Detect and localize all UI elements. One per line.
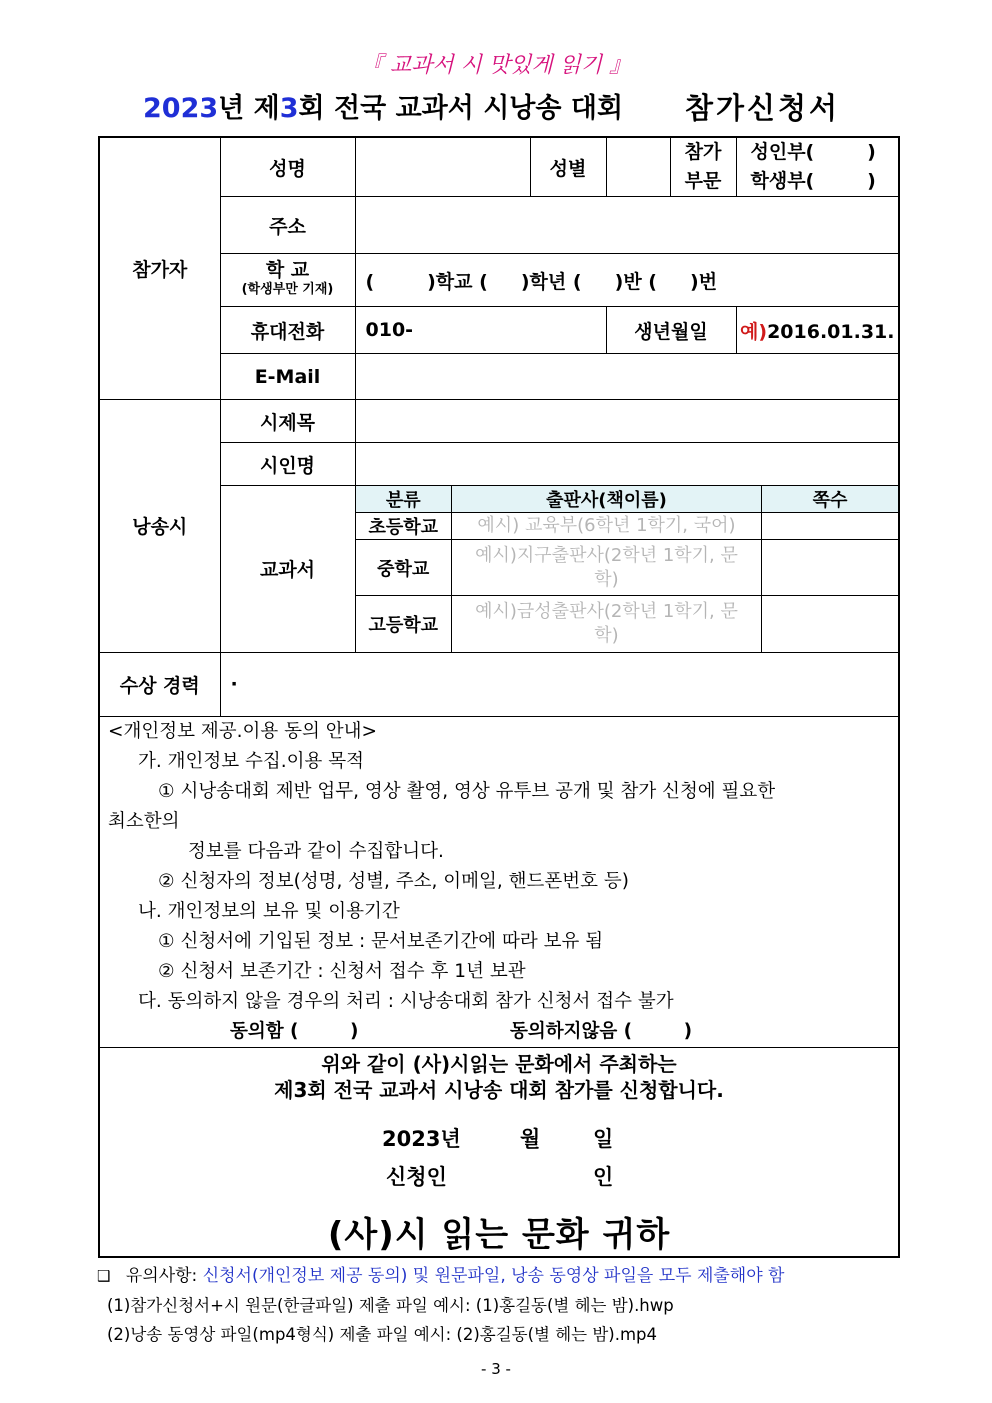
privacy-item-a: 가. 개인정보 수집.이용 목적 xyxy=(138,750,364,772)
title-year: 2023 xyxy=(143,93,219,124)
textbook-pages-field[interactable] xyxy=(762,513,899,540)
division-label xyxy=(670,137,736,197)
textbook-pages-field[interactable] xyxy=(762,596,899,652)
closing-line2: 제3회 전국 교과서 시낭송 대회 참가를 신청합니다. xyxy=(274,1077,724,1102)
phone-label: 휴대전화 xyxy=(220,307,355,354)
notes-section xyxy=(97,1262,785,1349)
disagree-checkbox[interactable]: 동의하지않음 ( ) xyxy=(510,1020,693,1042)
agree-checkbox[interactable]: 동의함 ( ) xyxy=(230,1020,359,1042)
title-part2: 회 전국 교과서 시낭송 대회 xyxy=(298,93,624,124)
address-label: 주소 xyxy=(220,197,355,254)
birth-label: 생년월일 xyxy=(606,307,736,354)
subtitle: 『 교과서 시 맛있게 읽기 』 xyxy=(360,53,632,78)
textbook-category: 초등학교 xyxy=(356,513,452,540)
award-field[interactable]: · xyxy=(220,652,899,716)
textbook-header-category: 분류 xyxy=(356,486,452,513)
school-sub-label: (학생부만 기재) xyxy=(241,282,334,297)
privacy-item-a1: ① 시낭송대회 제반 업무, 영상 촬영, 영상 유투브 공개 및 참가 신청에 필요한 xyxy=(158,780,776,802)
date-year: 2023년 xyxy=(382,1126,461,1151)
title-apply: 참가신청서 xyxy=(685,91,841,125)
closing-line1: 위와 같이 (사)시읽는 문화에서 주최하는 xyxy=(321,1051,677,1076)
date-day: 일 xyxy=(593,1126,614,1151)
privacy-item-b2: ② 신청서 보존기간 : 신청서 접수 후 1년 보관 xyxy=(158,960,526,982)
applicant-label: 신청인 xyxy=(386,1164,447,1189)
division-options[interactable] xyxy=(736,137,899,197)
textbook-label: 교과서 xyxy=(220,486,355,653)
textbook-header-publisher: 출판사(책이름) xyxy=(452,486,762,513)
notes-line1: (1)참가신청서+시 원문(한글파일) 제출 파일 예시: (1)홍길동(별 헤는 밤).hwp xyxy=(107,1296,674,1315)
title-number: 3 xyxy=(279,93,299,124)
notes-text: 신청서(개인정보 제공 동의) 및 원문파일, 낭송 동영상 파일을 모두 제출해야 함 xyxy=(202,1266,785,1286)
school-label-cell xyxy=(220,254,355,307)
name-label: 성명 xyxy=(220,137,355,197)
privacy-item-a2: ② 신청자의 정보(성명, 성별, 주소, 이메일, 핸드폰번호 등) xyxy=(158,870,629,892)
notes-bullet-icon: ❑ xyxy=(97,1267,111,1285)
division-label-1: 참가 xyxy=(684,141,722,163)
school-field[interactable]: ( )학교 ( )학년 ( )반 ( )번 xyxy=(355,254,899,307)
gender-label: 성별 xyxy=(530,137,606,197)
privacy-notice xyxy=(99,716,899,1047)
textbook-category: 고등학교 xyxy=(356,596,452,652)
date-month: 월 xyxy=(520,1126,541,1151)
privacy-item-a1-cont: 최소한의 xyxy=(108,810,180,832)
page-number: - 3 - xyxy=(481,1360,511,1378)
birth-field[interactable] xyxy=(736,307,899,354)
privacy-item-c: 다. 동의하지 않을 경우의 처리 : 시낭송대회 참가 신청서 접수 불가 xyxy=(138,990,674,1012)
email-label: E-Mail xyxy=(220,354,355,400)
closing-section xyxy=(99,1047,899,1257)
division-student[interactable]: 학생부( ) xyxy=(750,170,876,192)
division-label-2: 부문 xyxy=(684,170,722,192)
school-label: 학 교 xyxy=(265,259,310,281)
notes-label: 유의사항: xyxy=(125,1266,198,1286)
birth-example: 2016.01.31. xyxy=(767,320,895,343)
poem-title-field[interactable] xyxy=(355,400,899,443)
poem-title-label: 시제목 xyxy=(220,400,355,443)
textbook-table xyxy=(356,486,899,652)
title-part1: 년 제 xyxy=(218,93,280,124)
textbook-publisher-field[interactable]: 예시)지구출판사(2학년 1학기, 문학) xyxy=(452,540,762,596)
address-field[interactable] xyxy=(355,197,899,254)
textbook-category: 중학교 xyxy=(356,540,452,596)
recite-label: 낭송시 xyxy=(99,400,220,653)
phone-field[interactable]: 010- xyxy=(355,307,606,354)
textbook-header-pages: 쪽수 xyxy=(762,486,899,513)
addressee: (사)시 읽는 문화 귀하 xyxy=(327,1214,671,1255)
email-field[interactable] xyxy=(355,354,899,400)
application-form xyxy=(98,136,900,1258)
page-title xyxy=(143,86,841,125)
privacy-item-a1-cont2: 정보를 다음과 같이 수집합니다. xyxy=(188,840,444,862)
poet-label: 시인명 xyxy=(220,443,355,486)
privacy-heading: <개인정보 제공.이용 동의 안내> xyxy=(108,720,377,742)
privacy-item-b: 나. 개인정보의 보유 및 이용기간 xyxy=(138,900,400,922)
privacy-item-b1: ① 신청서에 기입된 정보 : 문서보존기간에 따라 보유 됨 xyxy=(158,930,604,952)
poet-field[interactable] xyxy=(355,443,899,486)
participant-label: 참가자 xyxy=(99,137,220,400)
award-label: 수상 경력 xyxy=(99,652,220,716)
textbook-table-cell xyxy=(355,486,899,653)
division-adult[interactable]: 성인부( ) xyxy=(750,141,876,163)
seal-label: 인 xyxy=(593,1164,614,1189)
birth-example-prefix: 예) xyxy=(740,320,768,343)
textbook-publisher-field[interactable]: 예시) 교육부(6학년 1학기, 국어) xyxy=(452,513,762,540)
textbook-publisher-field[interactable]: 예시)금성출판사(2학년 1학기, 문학) xyxy=(452,596,762,652)
gender-field[interactable] xyxy=(606,137,670,197)
name-field[interactable] xyxy=(355,137,530,197)
notes-line2: (2)낭송 동영상 파일(mp4형식) 제출 파일 예시: (2)홍길동(별 헤는 밤).mp4 xyxy=(107,1325,658,1344)
textbook-pages-field[interactable] xyxy=(762,540,899,596)
